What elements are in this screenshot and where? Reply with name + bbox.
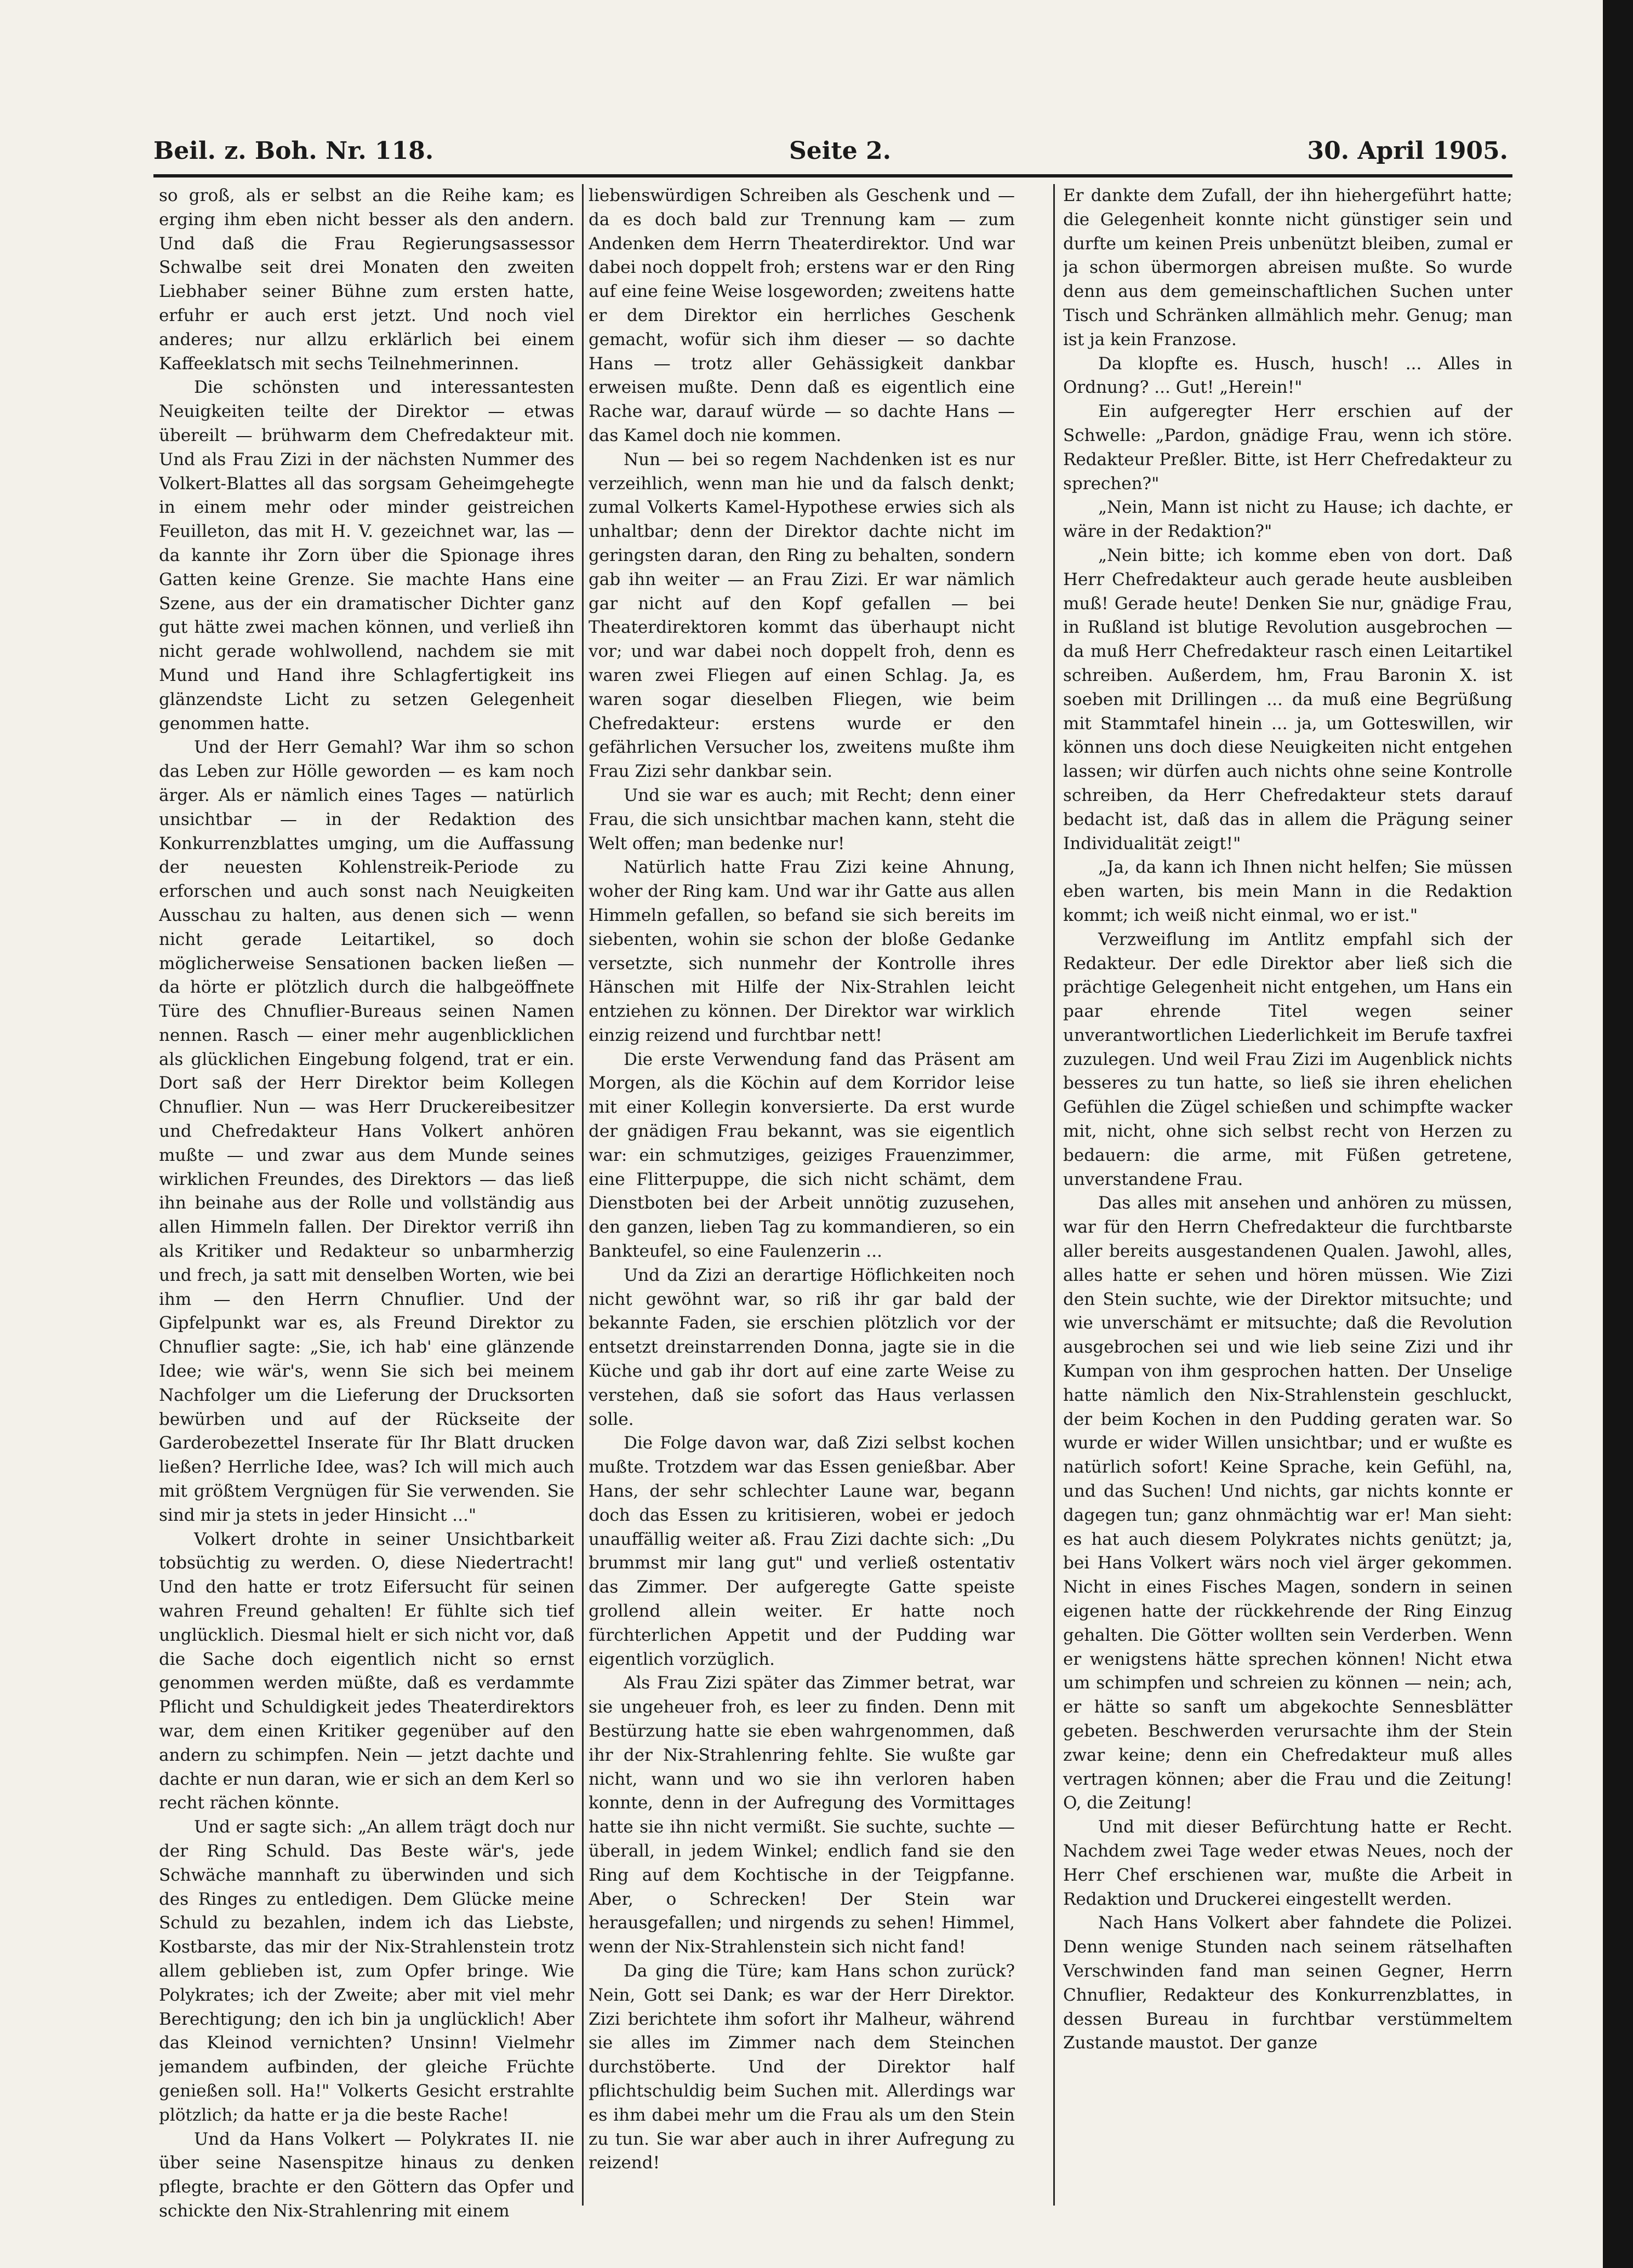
header-date: 30. April 1905.	[1307, 137, 1508, 165]
paragraph: Und sie war es auch; mit Recht; denn einer Frau, die sich unsichtbar machen kann, steht die Welt offen; man bedenke nur!	[589, 785, 1015, 854]
paragraph: Die Folge davon war, daß Zizi selbst kochen mußte. Trotzdem war das Essen genießbar. Aber Hans, der sehr schlechter Laune war, begann doch das Essen zu kritisieren, wobei er jedoch unauffällig weiter aß. Frau Zizi dachte sich: „Du brummst mir lang gut" und verließ ostentativ das Zimmer. Der aufgeregte Gatte speiste grollend allein weiter. Er hatte noch fürchterlichen Appetit und der Pudding war eigentlich vorzüglich.	[589, 1433, 1015, 1669]
paragraph: liebenswürdigen Schreiben als Geschenk und — da es doch bald zur Trennung kam — zum Andenken dem Herrn Theaterdirektor. Und war dabei noch doppelt froh; erstens war er den Ring auf eine feine Weise losgeworden; zweitens hatte er dem Direktor ein herrliches Geschenk gemacht, wofür sich ihm dieser — so dachte Hans — trotz aller Gehässigkeit dankbar erweisen mußte. Denn daß es eigentlich eine Rache war, darauf würde — so dachte Hans — das Kamel doch nie kommen.	[589, 186, 1015, 445]
paragraph: „Ja, da kann ich Ihnen nicht helfen; Sie müssen eben warten, bis mein Mann in die Redaktion kommt; ich weiß nicht einmal, wo er ist."	[1063, 857, 1512, 925]
text-column-1	[159, 184, 574, 2244]
text-column-3	[1063, 184, 1512, 2244]
page-edge-shadow	[1603, 0, 1633, 2268]
text-column-2	[589, 184, 1015, 2244]
paragraph: Und der Herr Gemahl? War ihm so schon das Leben zur Hölle geworden — es kam noch ärger. Als er nämlich eines Tages — natürlich unsichtbar — in der Redaktion des Konkurrenzblattes umging, um die Auffassung der neuesten Kohlenstreik-Periode zu erforschen und auch sonst nach Neuigkeiten Ausschau zu halten, aus denen sich — wenn nicht gerade Leitartikel, so doch möglicherweise Sensationen backen ließen — da hörte er plötzlich durch die halbgeöffnete Türe des Chnuflier-Bureaus seinen Namen nennen. Rasch — einer mehr augenblicklichen als glücklichen Eingebung folgend, trat er ein. Dort saß der Herr Direktor beim Kollegen Chnuflier. Nun — was Herr Druckereibesitzer und Chefredakteur Hans Volkert anhören mußte — und zwar aus dem Munde seines wirklichen Freundes, des Direktors — das ließ ihn beinahe aus der Rolle und vollständig aus allen Himmeln fallen. Der Direktor verriß ihn als Kritiker und Redakteur so unbarmherzig und frech, ja satt mit denselben Worten, wie bei ihm — den Herrn Chnuflier. Und der Gipfelpunkt war es, als Freund Direktor zu Chnuflier sagte: „Sie, ich hab' eine glänzende Idee; wie wär's, wenn Sie sich bei meinem Nachfolger um die Lieferung der Drucksorten bewürben und auf der Rückseite der Garderobezettel Inserate für Ihr Blatt drucken ließen? Herrliche Idee, was? Ich will mich auch mit größtem Vergnügen für Sie verwenden. Sie sind mir ja stets in jeder Hinsicht ..."	[159, 737, 574, 1525]
paragraph: „Nein, Mann ist nicht zu Hause; ich dachte, er wäre in der Redaktion?"	[1063, 497, 1512, 542]
paragraph: Ein aufgeregter Herr erschien auf der Schwelle: „Pardon, gnädige Frau, wenn ich störe. Redakteur Preßler. Bitte, ist Herr Chefredakteur zu sprechen?"	[1063, 402, 1512, 494]
paragraph: Das alles mit ansehen und anhören zu müssen, war für den Herrn Chefredakteur die furchtbarste aller bereits ausgestandenen Qualen. Jawohl, alles, alles hatte er sehen und hören müssen. Wie Zizi den Stein suchte, wie der Direktor mitsuchte; und wie unverschämt er mitsuchte; daß die Revolution ausgebrochen sei und wie lieb seine Zizi und ihr Kumpan von ihm gesprochen hatten. Der Unselige hatte nämlich den Nix-Strahlenstein geschluckt, der beim Kochen in den Pudding geraten war. So wurde er wider Willen unsichtbar; und er wußte es natürlich sofort! Keine Sprache, kein Gefühl, na, und das Suchen! Und nichts, gar nichts konnte er dagegen tun; ganz ohnmächtig war er! Man sieht: es hat auch diesem Polykrates nichts genützt; ja, bei Hans Volkert wärs noch viel ärger gekommen. Nicht in eines Fisches Magen, sondern in seinen eigenen hatte der rückkehrende der Ring Einzug gehalten. Die Götter wollten sein Verderben. Wenn er wenigstens hätte sprechen können! Nicht etwa um schimpfen und schreien zu können — nein; ach, er hätte so sanft um abgekochte Sennesblätter gebeten. Beschwerden verursachte ihm der Stein zwar keine; denn ein Chefredakteur muß alles vertragen können; aber die Frau und die Zeitung! O, die Zeitung!	[1063, 1193, 1512, 1813]
paragraph: Nun — bei so regem Nachdenken ist es nur verzeihlich, wenn man hie und da falsch denkt; zumal Volkerts Kamel-Hypothese erwies sich als unhaltbar; denn der Direktor dachte nicht im geringsten daran, den Ring zu behalten, sondern gab ihn weiter — an Frau Zizi. Er war nämlich gar nicht auf den Kopf gefallen — bei Theaterdirektoren kommt das überhaupt nicht vor; und war dabei noch doppelt froh, denn es waren zwei Fliegen auf einen Schlag. Ja, es waren sogar dieselben Fliegen, wie beim Chefredakteur: erstens wurde er den gefährlichen Versucher los, zweitens mußte ihm Frau Zizi sehr dankbar sein.	[589, 449, 1015, 782]
paragraph: „Nein bitte; ich komme eben von dort. Daß Herr Chefredakteur auch gerade heute ausbleiben muß! Gerade heute! Denken Sie nur, gnädige Frau, in Rußland ist blutige Revolution ausgebrochen — da muß Herr Chefredakteur rasch einen Leitartikel schreiben. Außerdem, hm, Frau Baronin X. ist soeben mit Drillingen ... da muß eine Begrüßung mit Stammtafel hinein ... ja, um Gotteswillen, wir können uns doch diese Neuigkeiten nicht entgehen lassen; wir dürfen auch nichts ohne seine Kontrolle schreiben, da Herr Chefredakteur stets darauf bedacht ist, daß das in allem die Prägung seiner Individualität zeigt!"	[1063, 545, 1512, 854]
paragraph: Und mit dieser Befürchtung hatte er Recht. Nachdem zwei Tage weder etwas Neues, noch der Herr Chef erschienen war, mußte die Arbeit in Redaktion und Druckerei eingestellt werden.	[1063, 1817, 1512, 1909]
paragraph: Nach Hans Volkert aber fahndete die Polizei. Denn wenige Stunden nach seinem rätselhaften Verschwinden fand man seinen Gegner, Herrn Chnuflier, Redakteur des Konkurrenzblattes, in dessen Bureau in furchtbar verstümmeltem Zustande maustot. Der ganze	[1063, 1913, 1512, 2053]
column-separator	[582, 184, 584, 2206]
paragraph: Die schönsten und interessantesten Neuigkeiten teilte der Direktor — etwas übereilt — brühwarm dem Chefredakteur mit. Und als Frau Zizi in der nächsten Nummer des Volkert-Blattes all das sorgsam Geheimgehegte in einem mehr oder minder geistreichen Feuilleton, das mit H. V. gezeichnet war, las — da kannte ihr Zorn über die Spionage ihres Gatten keine Grenze. Sie machte Hans eine Szene, aus der ein dramatischer Dichter ganz gut hätte zwei machen können, und verließ ihn nicht gerade wohlwollend, nachdem sie mit Mund und Hand ihre Schlagfertigkeit ins glänzendste Licht zu setzen Gelegenheit genommen hatte.	[159, 377, 574, 734]
header-issue: Beil. z. Boh. Nr. 118.	[153, 137, 434, 165]
page-header	[153, 127, 1508, 171]
paragraph: Und da Zizi an derartige Höflichkeiten noch nicht gewöhnt war, so riß ihr gar bald der bekannte Faden, sie erschien plötzlich vor der entsetzt dreinstarrenden Donna, jagte sie in die Küche und gab ihr dort auf eine zarte Weise zu verstehen, daß sie sofort das Haus verlassen solle.	[589, 1265, 1015, 1429]
paragraph: Natürlich hatte Frau Zizi keine Ahnung, woher der Ring kam. Und war ihr Gatte aus allen Himmeln gefallen, so befand sie sich bereits im siebenten, wohin sie schon der bloße Gedanke versetzte, sich nunmehr der Kontrolle ihres Hänschen mit Hilfe der Nix-Strahlen leicht entziehen zu können. Der Direktor war wirklich einzig reizend und furchtbar nett!	[589, 857, 1015, 1045]
header-page-number: Seite 2.	[789, 137, 892, 165]
header-rule	[153, 174, 1512, 177]
paragraph: Die erste Verwendung fand das Präsent am Morgen, als die Köchin auf dem Korridor leise mit einer Kollegin konversierte. Da erst wurde der gnädigen Frau bekannt, was sie eigentlich war: ein schmutziges, geiziges Frauenzimmer, eine Flitterpuppe, die sich nicht schämt, dem Dienstboten bei der Arbeit unnötig zuzusehen, den ganzen, lieben Tag zu kommandieren, so ein Bankteufel, so eine Faulenzerin ...	[589, 1049, 1015, 1262]
paragraph: Er dankte dem Zufall, der ihn hiehergeführt hatte; die Gelegenheit konnte nicht günstiger sein und durfte um keinen Preis unbenützt bleiben, zumal er ja schon übermorgen abreisen mußte. So wurde denn aus dem gemeinschaftlichen Suchen unter Tisch und Schränken allmählich mehr. Genug; man ist ja kein Franzose.	[1063, 186, 1512, 350]
paragraph: Als Frau Zizi später das Zimmer betrat, war sie ungeheuer froh, es leer zu finden. Denn mit Bestürzung hatte sie eben wahrgenommen, daß ihr der Nix-Strahlenring fehlte. Sie wußte gar nicht, wann und wo sie ihn verloren haben konnte, denn in der Aufregung des Vormittages hatte sie ihn nicht vermißt. Sie suchte, suchte — überall, in jedem Winkel; endlich fand sie den Ring auf dem Kochtische in der Teigpfanne. Aber, o Schrecken! Der Stein war herausgefallen; und nirgends zu sehen! Himmel, wenn der Nix-Strahlenstein sich nicht fand!	[589, 1673, 1015, 1957]
paragraph: Volkert drohte in seiner Unsichtbarkeit tobsüchtig zu werden. O, diese Niedertracht! Und den hatte er trotz Eifersucht für seinen wahren Freund gehalten! Er fühlte sich tief unglücklich. Diesmal hielt er sich nicht vor, daß die Sache doch eigentlich nicht so ernst genommen werden müßte, daß es verdammte Pflicht und Schuldigkeit jedes Theaterdirektors war, dem einen Kritiker gegenüber auf den andern zu schimpfen. Nein — jetzt dachte und dachte er nun daran, wie er sich an dem Kerl so recht rächen könnte.	[159, 1529, 574, 1813]
paragraph: Und er sagte sich: „An allem trägt doch nur der Ring Schuld. Das Beste wär's, jede Schwäche mannhaft zu überwinden und sich des Ringes zu entledigen. Dem Glücke meine Schuld zu bezahlen, indem ich das Liebste, Kostbarste, das mir der Nix-Strahlenstein trotz allem geblieben ist, zum Opfer bringe. Wie Polykrates; ich der Zweite; aber mit viel mehr Berechtigung; den ich bin ja unglücklich! Aber das Kleinod vernichten? Unsinn! Vielmehr jemandem aufbinden, der gleiche Früchte genießen soll. Ha!" Volkerts Gesicht erstrahlte plötzlich; da hatte er ja die beste Rache!	[159, 1817, 574, 2125]
paragraph: Und da Hans Volkert — Polykrates II. nie über seine Nasenspitze hinaus zu denken pflegte, brachte er den Göttern das Opfer und schickte den Nix-Strahlenring mit einem	[159, 2129, 574, 2221]
paragraph: so groß, als er selbst an die Reihe kam; es erging ihm eben nicht besser als den andern. Und daß die Frau Regierungsassessor Schwalbe seit drei Monaten den zweiten Liebhaber seiner Bühne zum ersten hatte, erfuhr er auch erst jetzt. Und noch viel anderes; nur allzu erklärlich bei einem Kaffeeklatsch mit sechs Teilnehmerinnen.	[159, 186, 574, 374]
paragraph: Da klopfte es. Husch, husch! ... Alles in Ordnung? ... Gut! „Herein!"	[1063, 353, 1512, 398]
column-separator	[1053, 184, 1055, 2206]
paragraph: Da ging die Türe; kam Hans schon zurück? Nein, Gott sei Dank; es war der Herr Direktor. Zizi berichtete ihm sofort ihr Malheur, während sie alles im Zimmer nach dem Steinchen durchstöberte. Und der Direktor half pflichtschuldig beim Suchen mit. Allerdings war es ihm dabei mehr um die Frau als um den Stein zu tun. Sie war aber auch in ihrer Aufregung zu reizend!	[589, 1961, 1015, 2173]
paragraph: Verzweiflung im Antlitz empfahl sich der Redakteur. Der edle Direktor aber ließ sich die prächtige Gelegenheit nicht entgehen, um Hans ein paar ehrende Titel wegen seiner unverantwortlichen Liederlichkeit im Berufe taxfrei zuzulegen. Und weil Frau Zizi im Augenblick nichts besseres zu tun hatte, so ließ sie ihren ehelichen Gefühlen die Zügel schießen und schimpfte wacker mit, nicht, ohne sich selbst recht von Herzen zu bedauern: die arme, mit Füßen getretene, unverstandene Frau.	[1063, 929, 1512, 1189]
